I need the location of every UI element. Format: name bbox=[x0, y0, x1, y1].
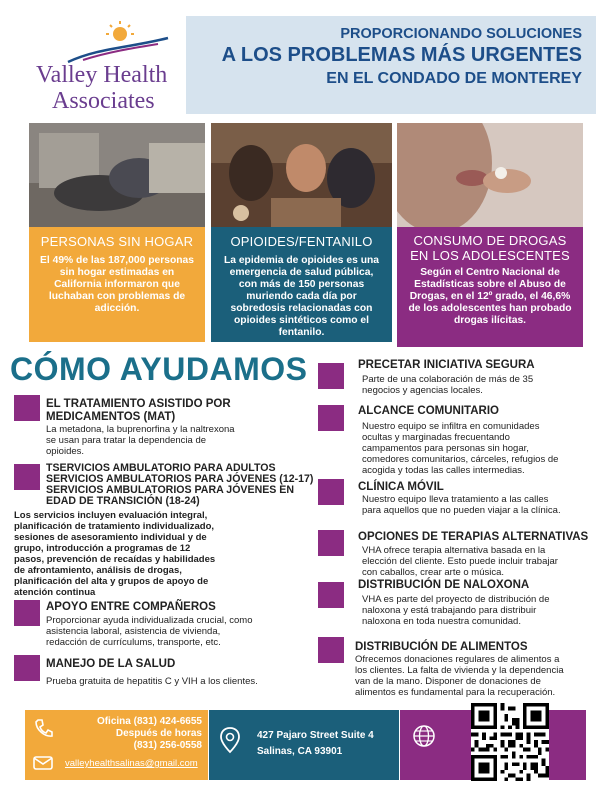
outpatient-title-line: SERVICIOS AMBULATORIOS PARA JÓVENES EN bbox=[46, 484, 295, 496]
card-teen-drugs bbox=[397, 227, 583, 347]
qr-code-icon[interactable] bbox=[471, 703, 549, 781]
outpatient-body-line: sesiones de asesoramiento individual y de bbox=[14, 532, 207, 543]
outpatient-body-line: pasos, prevención de recaídas y habilidades bbox=[14, 554, 216, 565]
footer-address-box bbox=[209, 710, 399, 780]
card-teen-drugs-body: Según el Centro Nacional de Estadísticas sobre el Abuso de Drogas, en el 12º grado, el 46,6% de los adolescentes han probado drogas ilícitas. bbox=[408, 267, 572, 326]
bullet-square bbox=[318, 530, 344, 556]
title-line-2: A LOS PROBLEMAS MÁS URGENTES bbox=[221, 44, 582, 66]
outpatient-body-line: grupo, introducción a programas de 12 bbox=[14, 543, 191, 554]
alt-therapy-title: OPCIONES DE TERAPIAS ALTERNATIVAS bbox=[358, 531, 589, 543]
food-body-line: van de la mano. Disponer de donaciones de bbox=[355, 676, 541, 687]
card-opioids bbox=[211, 227, 392, 342]
naloxone-body-line: naloxona en toda nuestra comunidad. bbox=[362, 616, 521, 627]
food-title: DISTRIBUCIÓN DE ALIMENTOS bbox=[355, 641, 528, 653]
food-body-line: Ofrecemos donaciones regulares de alimentos a bbox=[355, 654, 560, 665]
outpatient-body-line: planificación de tratamiento individualizado, bbox=[14, 521, 215, 532]
photo-teen-drugs bbox=[397, 123, 583, 227]
header bbox=[0, 0, 611, 122]
outpatient-body-line: planificación del alta y grupos de apoyo de bbox=[14, 576, 209, 587]
outpatient-title-line: TSERVICIOS AMBULATORIO PARA ADULTOS bbox=[46, 462, 276, 474]
bullet-square bbox=[14, 600, 40, 626]
safe-rx-body-line: negocios y agencias locales. bbox=[362, 385, 483, 396]
logo-name-line1: Valley Health bbox=[36, 62, 168, 88]
mat-body-line: opioides. bbox=[46, 446, 85, 457]
bullet-square bbox=[14, 395, 40, 421]
globe-icon bbox=[412, 724, 436, 748]
outreach-body bbox=[362, 421, 558, 476]
naloxone-title: DISTRIBUCIÓN DE NALOXONA bbox=[358, 579, 530, 591]
alt-therapy-body-line: con caballos, crear arte o música. bbox=[362, 567, 505, 578]
outreach-body-line: acogida y todas las calles intermedias. bbox=[362, 465, 525, 476]
card-homelessness-body: El 49% de las 187,000 personas sin hogar estimadas en California informaron que luchaban con problemas de adicción. bbox=[40, 255, 194, 314]
naloxone-body-line: naloxona y está trabajando para distribuir bbox=[362, 605, 537, 616]
bullet-square bbox=[14, 655, 40, 681]
title-line-3: EN EL CONDADO DE MONTEREY bbox=[326, 70, 582, 87]
mat-title-line1: EL TRATAMIENTO ASISTIDO POR bbox=[46, 398, 231, 410]
address-line1: 427 Pajaro Street Suite 4 bbox=[257, 730, 374, 741]
mobile-clinic-body-line: Nuestro equipo lleva tratamiento a las calles bbox=[362, 494, 549, 505]
bullet-square bbox=[14, 464, 40, 490]
outpatient-body-line: de afrontamiento, análisis de drogas, bbox=[14, 565, 182, 576]
card-teen-drugs-title-line1: CONSUMO DE DROGAS bbox=[413, 233, 567, 248]
location-pin-icon bbox=[219, 726, 241, 754]
card-opioids-title: OPIOIDES/FENTANILO bbox=[230, 234, 373, 249]
naloxone-body-line: VHA es parte del proyecto de distribución de bbox=[362, 594, 550, 605]
health-mgmt-body-line: Prueba gratuita de hepatitis C y VIH a los clientes. bbox=[46, 676, 258, 687]
bullet-square bbox=[318, 479, 344, 505]
bullet-square bbox=[318, 363, 344, 389]
title-line-1: PROPORCIONANDO SOLUCIONES bbox=[340, 26, 582, 42]
safe-rx-title: PRECETAR INICIATIVA SEGURA bbox=[358, 359, 535, 371]
peer-support-body bbox=[46, 615, 252, 648]
outpatient-title-line: SERVICIOS AMBULATORIOS PARA JÓVENES (12-17) bbox=[46, 473, 314, 485]
card-homelessness bbox=[29, 227, 205, 342]
card-teen-drugs-title-line2: EN LOS ADOLESCENTES bbox=[410, 248, 570, 263]
mat-body bbox=[46, 424, 235, 457]
outreach-body-line: ocultas y marginadas frecuentando bbox=[362, 432, 510, 443]
mat-title bbox=[46, 398, 231, 423]
card-homelessness-title: PERSONAS SIN HOGAR bbox=[40, 234, 194, 249]
food-body-line: alimentos es fundamental para la recuperación. bbox=[355, 687, 556, 698]
phone-after-hours-label: Después de horas bbox=[115, 728, 202, 739]
mat-body-line: se usan para tratar la dependencia de bbox=[46, 435, 207, 446]
card-opioids-body: La epidemia de opioides es una emergencia de salud pública, con más de 150 personas muriendo cada día por sobredosis relacionadas con opioides sintéticos como el fentanilo. bbox=[223, 255, 380, 338]
outpatient-title bbox=[46, 463, 313, 507]
title-banner bbox=[186, 16, 596, 114]
phone-office[interactable]: Oficina (831) 424-6655 bbox=[96, 716, 202, 727]
bullet-square bbox=[318, 582, 344, 608]
outpatient-body-line: atención continua bbox=[14, 587, 96, 598]
safe-rx-body bbox=[362, 374, 533, 396]
section-heading: CÓMO AYUDAMOS bbox=[10, 351, 308, 387]
peer-support-title: APOYO ENTRE COMPAÑEROS bbox=[46, 601, 216, 613]
food-body bbox=[355, 654, 564, 698]
outreach-body-line: Nuestro equipo se infiltra en comunidades bbox=[362, 421, 540, 432]
alt-therapy-body-line: elección del cliente. Esto puede incluir trabajar bbox=[362, 556, 558, 567]
photo-opioids bbox=[211, 123, 392, 227]
mobile-clinic-body bbox=[362, 494, 561, 516]
mat-title-line2: MEDICAMENTOS (MAT) bbox=[46, 410, 176, 423]
photo-homeless bbox=[29, 123, 205, 227]
peer-support-body-line: asistencia laboral, asistencia de vivienda, bbox=[46, 626, 221, 637]
health-mgmt-body bbox=[46, 676, 258, 687]
phone-after-hours[interactable]: (831) 256-0558 bbox=[133, 740, 202, 751]
email-icon bbox=[33, 755, 53, 771]
outpatient-body-line: Los servicios incluyen evaluación integral, bbox=[14, 510, 208, 521]
bullet-square bbox=[318, 637, 344, 663]
naloxone-body bbox=[362, 594, 549, 627]
phone-icon bbox=[33, 718, 53, 740]
outreach-body-line: comedores comunitarios, cárceles, refugios de bbox=[362, 454, 559, 465]
address-line2: Salinas, CA 93901 bbox=[257, 746, 343, 757]
health-mgmt-title: MANEJO DE LA SALUD bbox=[46, 658, 176, 670]
alt-therapy-body-line: VHA ofrece terapia alternativa basada en la bbox=[362, 545, 546, 556]
email-link[interactable]: valleyhealthsalinas@gmail.com bbox=[65, 758, 198, 769]
safe-rx-body-line: Parte de una colaboración de más de 35 bbox=[362, 374, 534, 385]
peer-support-body-line: redacción de currículums, transporte, etc. bbox=[46, 637, 221, 648]
mobile-clinic-body-line: para aquellos que no pueden viajar a la clínica. bbox=[362, 505, 561, 516]
logo-name-line2: Associates bbox=[52, 88, 155, 114]
mat-body-line: La metadona, la buprenorfina y la naltrexona bbox=[46, 424, 235, 435]
outreach-title: ALCANCE COMUNITARIO bbox=[358, 405, 499, 417]
outpatient-title-line: EDAD DE TRANSICIÓN (18-24) bbox=[46, 495, 200, 507]
alt-therapy-body bbox=[362, 545, 558, 578]
food-body-line: los clientes. La falta de vivienda y la dependencia bbox=[355, 665, 564, 676]
peer-support-body-line: Proporcionar ayuda individualizada crucial, como bbox=[46, 615, 253, 626]
outreach-body-line: campamentos para personas sin hogar, bbox=[362, 443, 529, 454]
mobile-clinic-title: CLÍNICA MÓVIL bbox=[358, 481, 444, 493]
outpatient-body bbox=[14, 510, 215, 598]
bullet-square bbox=[318, 405, 344, 431]
footer-contact-box bbox=[25, 710, 208, 780]
